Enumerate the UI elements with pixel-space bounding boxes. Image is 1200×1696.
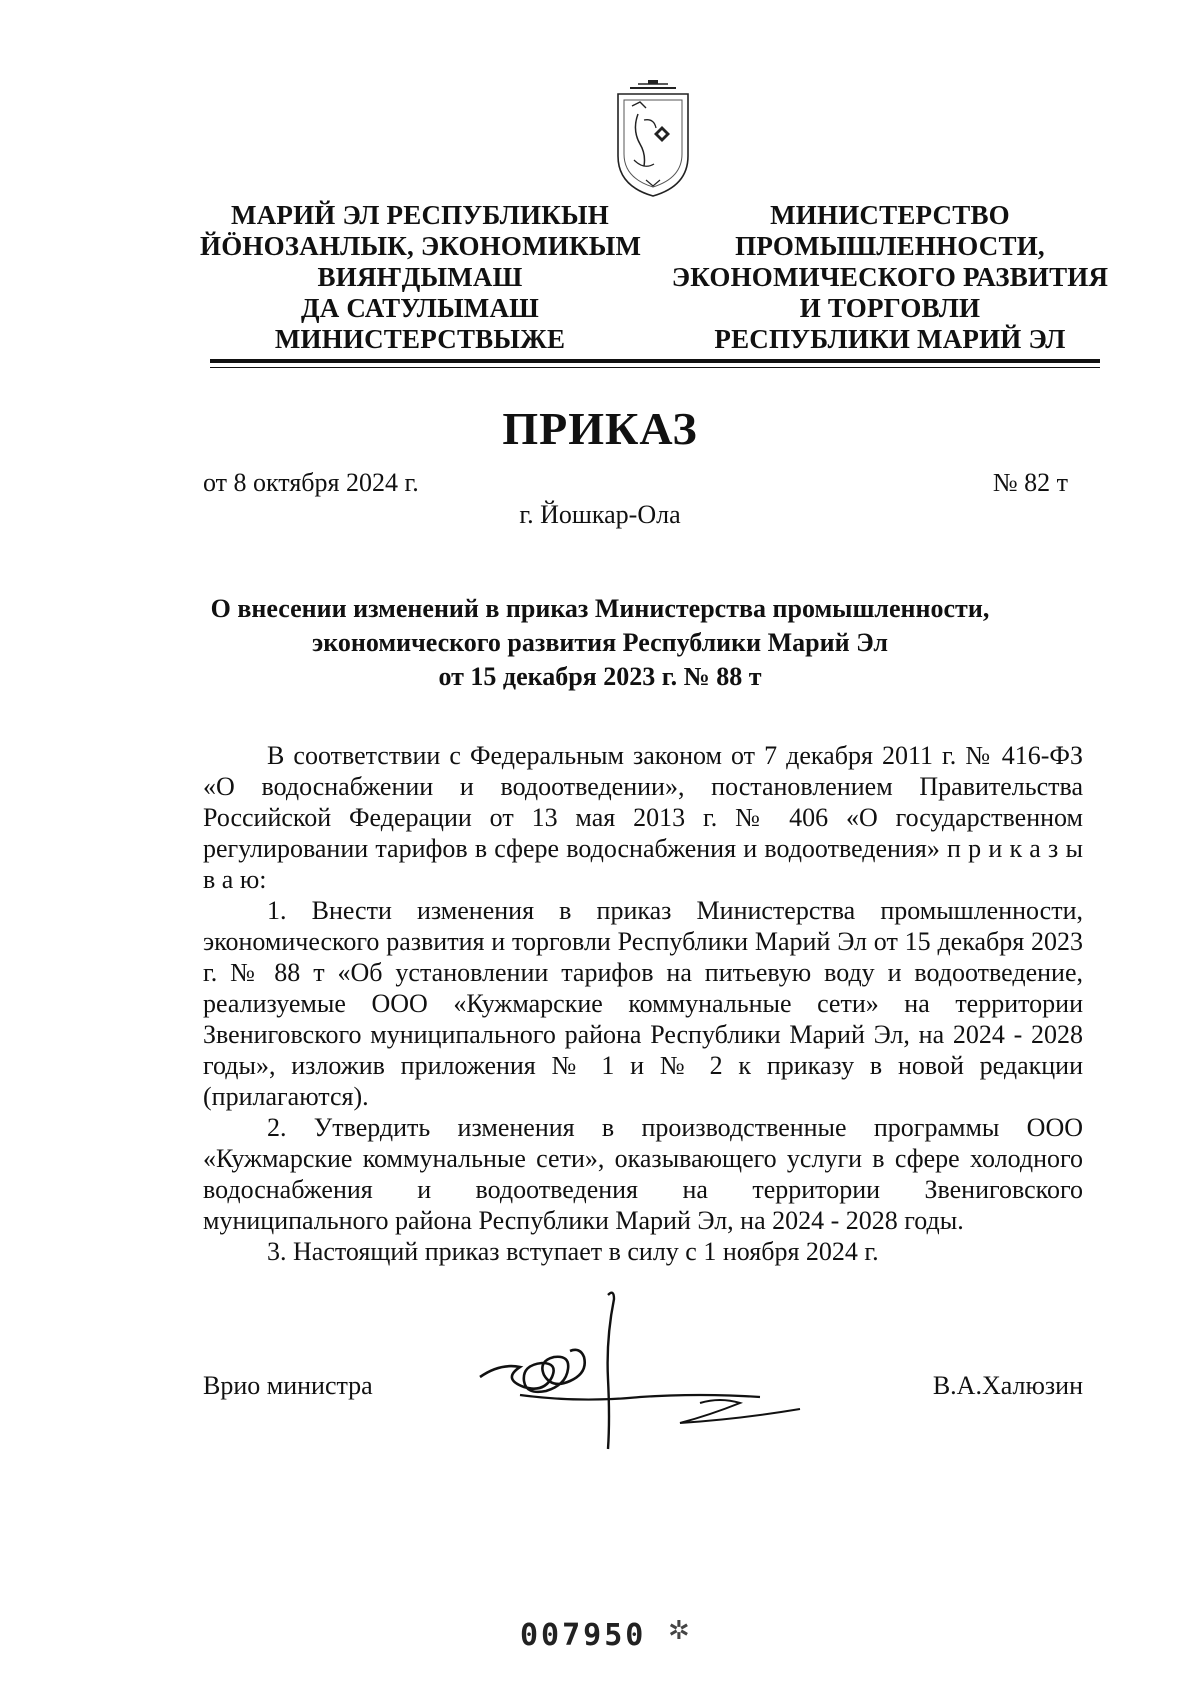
header-left-line: ЙӦНОЗАНЛЫК, ЭКОНОМИКЫМ: [200, 231, 642, 261]
signatory-role: Врио министра: [203, 1371, 373, 1400]
body-paragraph-item-3: 3. Настоящий приказ вступает в силу с 1 ноября 2024 г.: [267, 1237, 879, 1266]
signatory-name: В.А.Халюзин: [932, 1371, 1083, 1400]
header-right-line: ЭКОНОМИЧЕСКОГО РАЗВИТИЯ: [671, 262, 1109, 292]
document-number: № 82 т: [992, 468, 1068, 497]
header-divider-thick: [210, 359, 1100, 363]
document-subject: [0, 592, 1200, 694]
header-left-line: МАРИЙ ЭЛ РЕСПУБЛИКЫН: [231, 200, 609, 230]
body-paragraph-item-2: 2. Утвердить изменения в производственные программы ООО «Кужмарские коммунальные сети», оказывающего услуги в сфере холодного водоснабжения и водоотведения на территории Звениговского муниципального района Республики Марий Эл, на 2024 - 2028 годы.: [203, 1113, 1083, 1235]
header-left: [200, 200, 640, 355]
body-paragraph-preamble: В соответствии с Федеральным законом от 7 декабря 2011 г. № 416-ФЗ «О водоснабжении и водоотведении», постановлением Правительства Российской Федерации от 13 мая 2013 г. № 406 «О государственном регулировании тарифов в сфере водоснабжения и водоотведения» п р и к а з ы в а ю:: [203, 741, 1083, 894]
header-right-line: И ТОРГОВЛИ: [799, 293, 981, 323]
document-body: [203, 740, 1083, 1267]
header-right-line: ПРОМЫШЛЕННОСТИ,: [735, 231, 1045, 261]
header-left-line: МИНИСТЕРСТВЫЖЕ: [274, 324, 566, 354]
subject-line: О внесении изменений в приказ Министерства промышленности,: [210, 594, 990, 623]
header-left-line: ДА САТУЛЫМАШ: [300, 293, 540, 323]
stamp-mark-icon: ✲: [668, 1616, 690, 1645]
document-title: ПРИКАЗ: [502, 403, 698, 454]
handwritten-signature: [460, 1285, 860, 1475]
header-left-line: ВИЯҤДЫМАШ: [317, 262, 523, 292]
coat-of-arms-icon: [608, 80, 698, 200]
document-city: г. Йошкар-Ола: [519, 500, 681, 529]
header-right: [670, 200, 1110, 355]
header-right-line: МИНИСТЕРСТВО: [770, 200, 1010, 230]
header-right-line: РЕСПУБЛИКИ МАРИЙ ЭЛ: [714, 324, 1066, 354]
stamp-serial: 007950: [520, 1618, 647, 1653]
document-date: от 8 октября 2024 г.: [203, 468, 419, 497]
body-paragraph-item-1: 1. Внести изменения в приказ Министерства промышленности, экономического развития и торговли Республики Марий Эл от 15 декабря 2023 г. № 88 т «Об установлении тарифов на питьевую воду и водоотведение, реализуемые ООО «Кужмарские коммунальные сети» на территории Звениговского муниципального района Республики Марий Эл, на 2024 - 2028 годы», изложив приложения № 1 и № 2 к приказу в новой редакции (прилагаются).: [203, 896, 1083, 1111]
subject-line: экономического развития Республики Марий Эл: [312, 628, 888, 657]
header-divider-thin: [210, 367, 1100, 368]
subject-line: от 15 декабря 2023 г. № 88 т: [438, 662, 762, 691]
